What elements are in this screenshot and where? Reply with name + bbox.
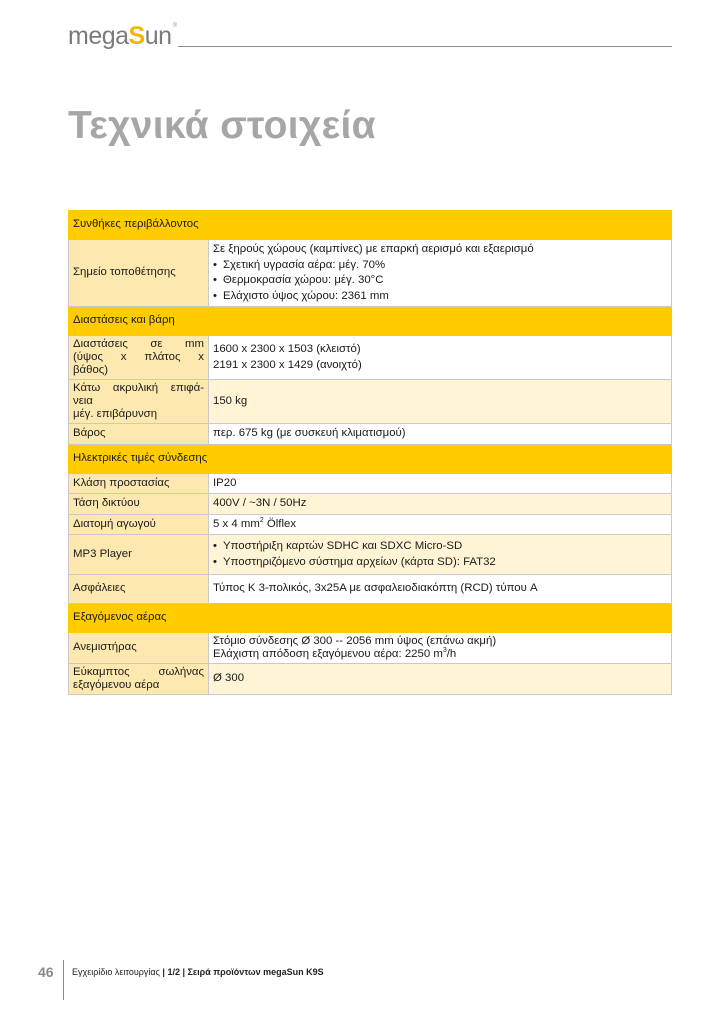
value-bullet: • Υποστήριξη καρτών SDHC και SDXC Micro-SD xyxy=(213,539,667,555)
section-title: Διαστάσεις και βάρη xyxy=(69,307,672,336)
footer-separator: | xyxy=(179,967,188,977)
row-value: 400V / ~3N / 50Hz xyxy=(209,494,672,515)
row-label: Ασφάλειες xyxy=(69,575,209,604)
table-row xyxy=(69,633,672,664)
value-bullet: • Σχετική υγρασία αέρα: μέγ. 70% xyxy=(213,258,667,274)
row-label: Σημείο τοποθέτησης xyxy=(69,240,209,307)
row-label xyxy=(69,380,209,424)
logo-text-prefix: mega xyxy=(68,22,129,50)
row-label: Διατομή αγωγού xyxy=(69,514,209,535)
logo-sun-s: S xyxy=(128,22,145,50)
value-line: Σε ξηρούς χώρους (καμπίνες) με επαρκή αερισμό και εξαερισμό xyxy=(213,243,534,255)
value-line: 1600 x 2300 x 1503 (κλειστό) xyxy=(213,343,361,355)
registered-mark: ® xyxy=(172,23,177,29)
row-value xyxy=(209,336,672,380)
value-bullet: • Ελάχιστο ύψος χώρου: 2361 mm xyxy=(213,289,667,305)
value-superscript: 3 xyxy=(442,647,447,655)
product-series: Σειρά προϊόντων megaSun K9S xyxy=(187,967,324,977)
table-row xyxy=(69,473,672,494)
footer-caption xyxy=(72,967,324,977)
page-title: Τεχνικά στοιχεία xyxy=(68,104,376,147)
row-value: 150 kg xyxy=(209,380,672,424)
value-line xyxy=(213,648,667,661)
table-row xyxy=(69,514,672,535)
row-label: MP3 Player xyxy=(69,535,209,575)
row-value xyxy=(209,240,672,307)
row-label: Βάρος xyxy=(69,424,209,445)
footer-divider xyxy=(63,960,64,1000)
page-number: 46 xyxy=(38,964,54,980)
row-value: Τύπος K 3-πολικός, 3x25A με ασφαλειοδιακόπτη (RCD) τύπου A xyxy=(209,575,672,604)
table-row xyxy=(69,380,672,424)
table-row xyxy=(69,240,672,307)
label-line: Διαστάσεις σε mm xyxy=(73,338,204,350)
table-row xyxy=(69,535,672,575)
header-divider xyxy=(178,46,672,47)
spec-table xyxy=(68,210,672,695)
label-line: εξαγόμενου αέρα xyxy=(73,679,160,691)
logo-text-suffix: un xyxy=(144,22,172,50)
row-value xyxy=(209,514,672,535)
value-bullet: • Υποστηριζόμενο σύστημα αρχείων (κάρτα SD): FAT32 xyxy=(213,555,667,571)
table-row xyxy=(69,494,672,515)
table-row xyxy=(69,664,672,695)
label-line: Εύκαμπτος σωλήνας xyxy=(73,666,204,678)
row-label: Κλάση προστασίας xyxy=(69,473,209,494)
row-label: Τάση δικτύου xyxy=(69,494,209,515)
section-header xyxy=(69,444,672,473)
section-title: Συνθήκες περιβάλλοντος xyxy=(69,211,672,240)
section-header xyxy=(69,604,672,633)
doc-part: 1/2 xyxy=(167,967,180,977)
footer-separator: | xyxy=(159,967,168,977)
label-line: Κάτω ακρυλική επιφά- xyxy=(73,382,204,394)
row-value xyxy=(209,535,672,575)
value-text: /h xyxy=(446,648,457,660)
row-value xyxy=(209,633,672,664)
section-title: Εξαγόμενος αέρας xyxy=(69,604,672,633)
label-line: βάθος) xyxy=(73,364,109,376)
value-line: Στόμιο σύνδεσης Ø 300 -- 2056 mm ύψος (επάνω ακμή) xyxy=(213,635,497,647)
table-row xyxy=(69,575,672,604)
value-line: 2191 x 2300 x 1429 (ανοιχτό) xyxy=(213,358,362,371)
doc-name: Εγχειρίδιο λειτουργίας xyxy=(72,967,160,977)
brand-logo xyxy=(68,22,177,51)
row-label xyxy=(69,336,209,380)
label-line: νεια xyxy=(73,395,93,407)
row-label: Ανεμιστήρας xyxy=(69,633,209,664)
section-title: Ηλεκτρικές τιμές σύνδεσης xyxy=(69,444,672,473)
value-bullet: • Θερμοκρασία χώρου: μέγ. 30°C xyxy=(213,273,667,289)
row-value: IP20 xyxy=(209,473,672,494)
section-header xyxy=(69,307,672,336)
value-text: Ölflex xyxy=(263,517,297,530)
table-row xyxy=(69,336,672,380)
value-superscript: 2 xyxy=(259,516,264,524)
value-text: Ελάχιστη απόδοση εξαγόμενου αέρα: 2250 m xyxy=(213,648,443,660)
value-text: 5 x 4 mm xyxy=(213,517,260,530)
row-value: περ. 675 kg (με συσκευή κλιματισμού) xyxy=(209,424,672,445)
row-value: Ø 300 xyxy=(209,664,672,695)
table-row xyxy=(69,424,672,445)
section-header xyxy=(69,211,672,240)
row-label xyxy=(69,664,209,695)
label-line: μέγ. επιβάρυνση xyxy=(73,408,158,420)
label-line: (ύψος x πλάτος x xyxy=(73,351,204,363)
